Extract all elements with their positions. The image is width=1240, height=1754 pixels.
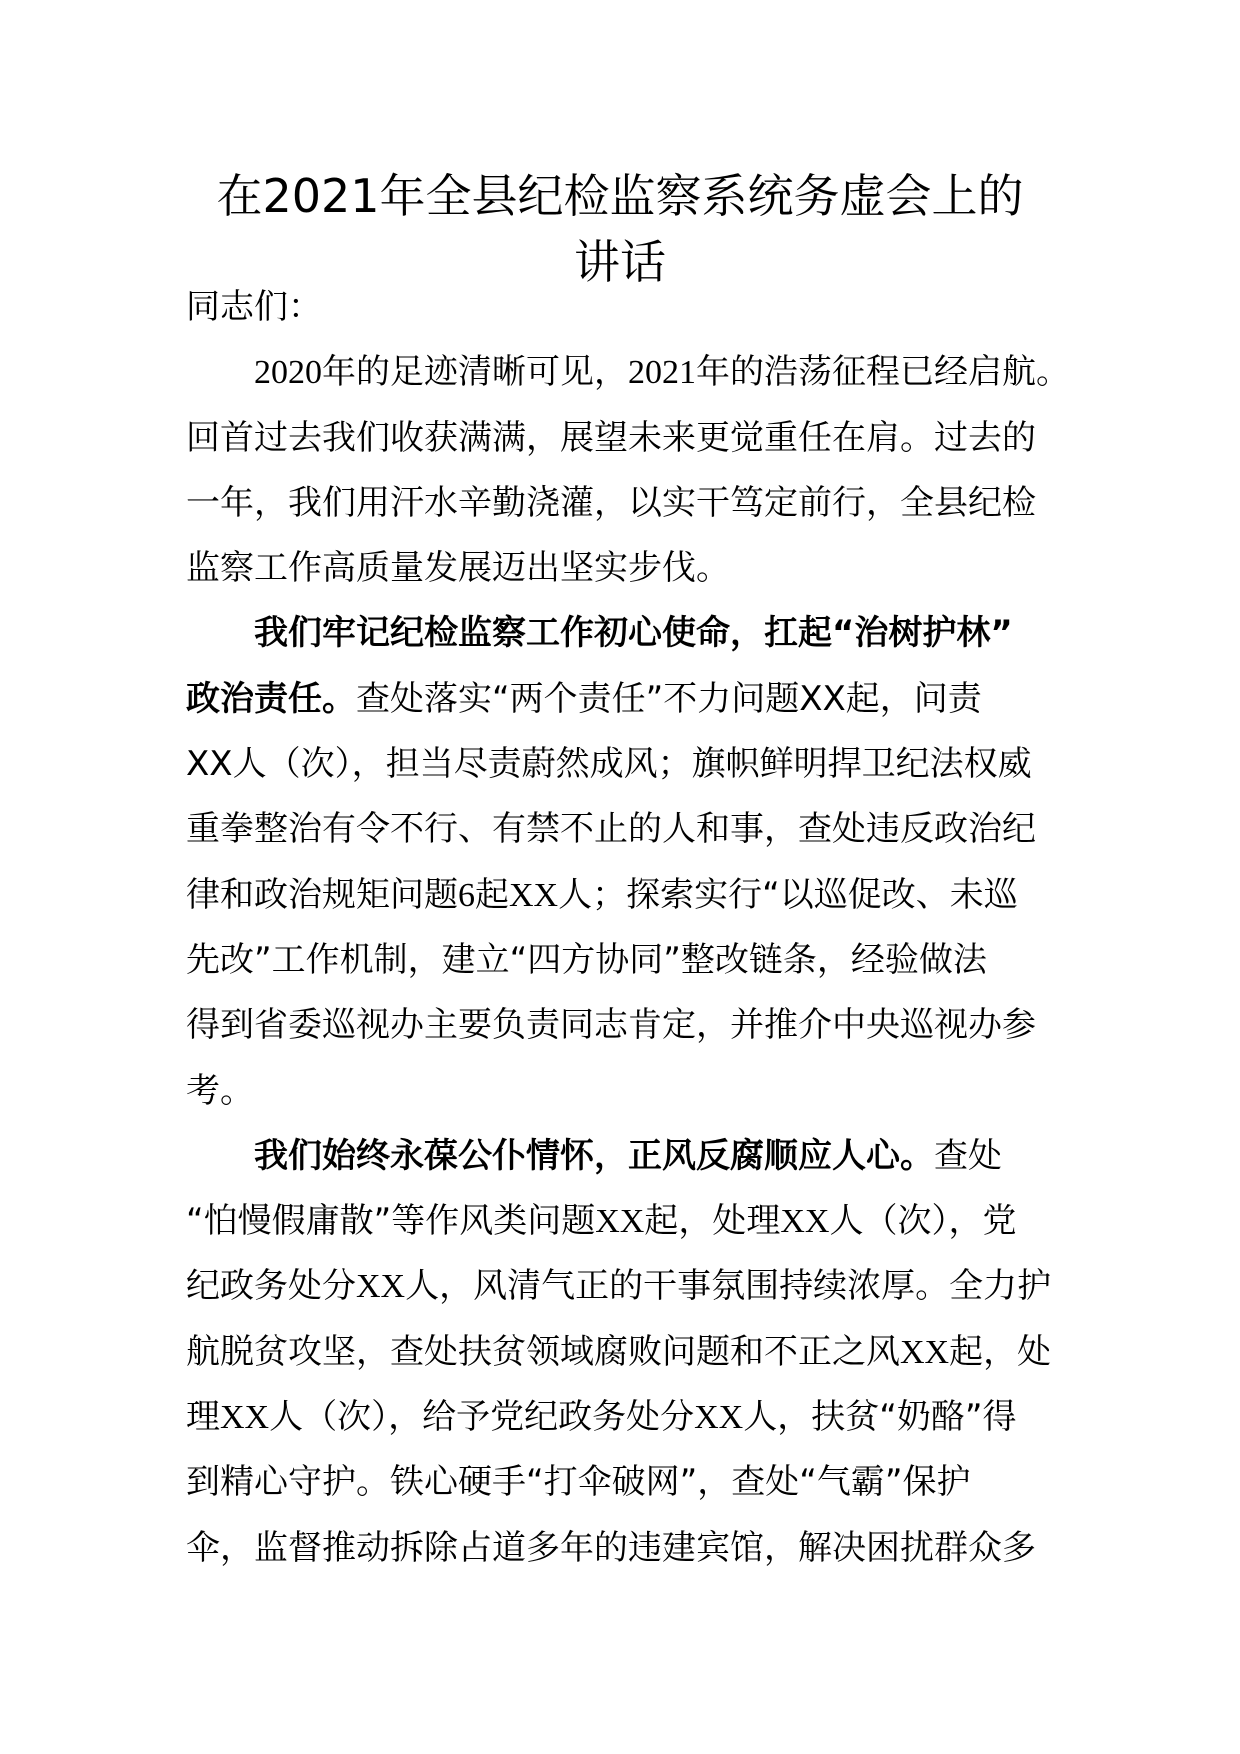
text-segment: XX xyxy=(694,1399,744,1437)
text-segment: 航脱贫攻坚，查处扶贫领域腐败问题和不正之风 xyxy=(186,1331,900,1372)
text-segment: XX xyxy=(595,1203,645,1241)
text-segment: 到精心守护。铁心硬手“打伞破网”，查处“气霸”保护 xyxy=(186,1462,971,1503)
text-segment: 得到省委巡视办主要负责同志肯定，并推介中央巡视办参 xyxy=(186,1005,1036,1046)
text-segment: 6 xyxy=(458,876,475,914)
text-line xyxy=(186,928,1086,993)
text-segment: 伞，监督推动拆除占道多年的违建宾馆，解决困扰群众多 xyxy=(186,1527,1036,1568)
text-line xyxy=(186,275,1086,340)
text-segment: 人（次），给予党纪政务处分 xyxy=(269,1397,695,1438)
text-segment: 纪政务处分 xyxy=(186,1266,356,1307)
text-segment: XX xyxy=(356,1268,406,1306)
text-line xyxy=(186,601,1086,666)
text-line xyxy=(186,1320,1086,1385)
title-line: 在2021年全县纪检监察系统务虚会上的 xyxy=(216,169,1024,223)
text-line xyxy=(186,1450,1086,1515)
text-segment: 我们始终永葆公仆情怀，正风反腐顺应人心。 xyxy=(254,1135,934,1176)
text-segment: 先改”工作机制，建立“四方协同”整改链条，经验做法 xyxy=(186,939,987,980)
text-segment: 查处 xyxy=(934,1135,1002,1176)
document-body xyxy=(186,275,1086,1581)
text-line xyxy=(186,1254,1086,1319)
text-line xyxy=(186,1124,1086,1189)
text-segment: “怕慢假庸散”等作风类问题 xyxy=(186,1201,596,1242)
text-segment: 监察工作高质量发展迈出坚实步伐。 xyxy=(186,548,730,589)
text-segment: XX人（次），担当尽责蔚然成风；旗帜鲜明捍卫纪法权威 xyxy=(186,744,1032,785)
text-line xyxy=(186,1059,1086,1124)
title-line: 讲话 xyxy=(574,235,666,289)
text-segment: 人；探索实行“以巡促改、未巡 xyxy=(558,874,1018,915)
text-line xyxy=(186,340,1086,405)
text-segment: 年的浩荡征程已经启航。 xyxy=(696,352,1070,393)
text-segment: 考。 xyxy=(186,1070,254,1111)
text-segment: 人，扶贫“奶酪”得 xyxy=(743,1397,1017,1438)
text-segment: XX xyxy=(220,1399,270,1437)
text-line xyxy=(186,471,1086,536)
text-segment: 同志们： xyxy=(186,287,322,327)
text-line xyxy=(186,1516,1086,1581)
text-line xyxy=(186,536,1086,601)
text-segment: 2021 xyxy=(628,354,696,392)
text-segment: 重拳整治有令不行、有禁不止的人和事，查处违反政治纪 xyxy=(186,809,1036,850)
text-segment: 律和政治规矩问题 xyxy=(186,874,458,915)
text-line xyxy=(186,1189,1086,1254)
text-segment: 起 xyxy=(475,874,509,915)
text-line xyxy=(186,1385,1086,1450)
text-line xyxy=(186,732,1086,797)
text-segment: 查处落实“两个责任”不力问题XX起，问责 xyxy=(356,678,982,719)
text-segment: 人（次），党 xyxy=(829,1201,1017,1242)
text-line xyxy=(186,667,1086,732)
text-segment: 起，处理 xyxy=(644,1201,781,1242)
text-segment: XX xyxy=(780,1203,830,1241)
text-segment: 2020 xyxy=(254,354,322,392)
text-segment: 起，处 xyxy=(949,1331,1052,1372)
text-line xyxy=(186,406,1086,471)
text-line xyxy=(186,863,1086,928)
text-segment: 年的足迹清晰可见， xyxy=(322,352,628,393)
text-segment: XX xyxy=(900,1333,950,1371)
text-segment: 政治责任。 xyxy=(186,678,356,719)
text-segment: 我们牢记纪检监察工作初心使命，扛起“治树护林” xyxy=(254,613,1013,654)
text-segment: XX xyxy=(509,876,559,914)
text-segment: 理 xyxy=(186,1397,220,1438)
text-line xyxy=(186,993,1086,1058)
text-segment: 回首过去我们收获满满，展望未来更觉重任在肩。过去的 xyxy=(186,417,1036,458)
text-segment: 一年，我们用汗水辛勤浇灌，以实干笃定前行，全县纪检 xyxy=(186,482,1036,523)
text-segment: 人，风清气正的干事氛围持续浓厚。全力护 xyxy=(405,1266,1052,1307)
text-line xyxy=(186,797,1086,862)
